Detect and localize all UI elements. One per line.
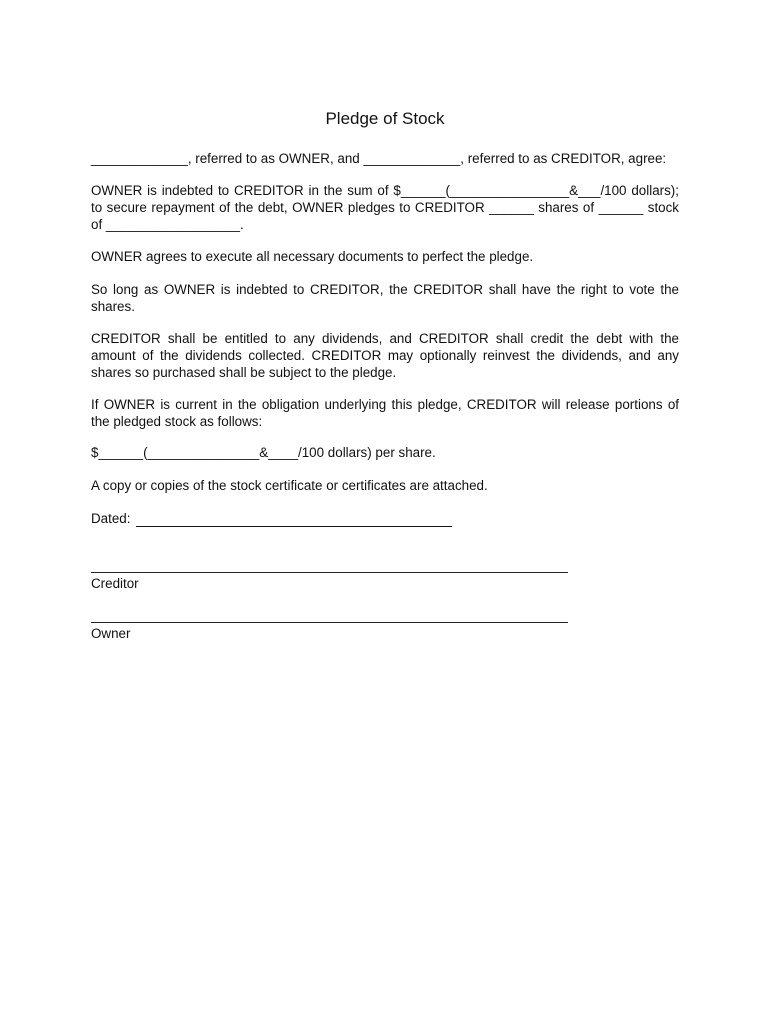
parties-line: _____________, referred to as OWNER, and _____________, referred to as CREDITOR, agree:	[91, 151, 667, 166]
voting-line-1: So long as OWNER is indebted to CREDITOR, the CREDITOR shall have the right to vote the	[91, 282, 679, 297]
certificates-paragraph	[91, 477, 679, 494]
indebtedness-line-1: OWNER is indebted to CREDITOR in the sum of $______(________________&___/100 dollars);	[91, 183, 679, 198]
dated-label: Dated:	[91, 511, 131, 526]
documents-paragraph	[91, 248, 679, 265]
creditor-label: Creditor	[91, 576, 139, 591]
dividends-paragraph	[91, 330, 679, 381]
release-paragraph	[91, 396, 679, 430]
price-paragraph	[91, 444, 679, 461]
certificates-line: A copy or copies of the stock certificate or certificates are attached.	[91, 478, 488, 493]
release-line-1: If OWNER is current in the obligation underlying this pledge, CREDITOR will release portions of	[91, 397, 679, 412]
release-line-2: the pledged stock as follows:	[91, 414, 263, 429]
owner-label: Owner	[91, 626, 131, 641]
creditor-signature-line[interactable]	[91, 572, 568, 573]
indebtedness-line-3: of __________________.	[91, 217, 244, 232]
indebtedness-line-2: to secure repayment of the debt, OWNER pledges to CREDITOR ______ shares of ______ stock	[91, 200, 679, 215]
dated-signature-line[interactable]	[136, 513, 452, 527]
document-title: Pledge of Stock	[325, 109, 445, 128]
voting-paragraph	[91, 281, 679, 315]
parties-paragraph	[91, 150, 679, 167]
dated-field	[91, 510, 452, 527]
owner-signature-line[interactable]	[91, 622, 568, 623]
dividends-line-3: shares so purchased shall be subject to the pledge.	[91, 365, 397, 380]
documents-line: OWNER agrees to execute all necessary documents to perfect the pledge.	[91, 249, 534, 264]
price-line: $______(_______________&____/100 dollars) per share.	[91, 445, 436, 460]
indebtedness-paragraph	[91, 182, 679, 233]
voting-line-2: shares.	[91, 299, 135, 314]
dividends-line-1: CREDITOR shall be entitled to any dividends, and CREDITOR shall credit the debt with the	[91, 331, 679, 346]
dividends-line-2: amount of the dividends collected. CREDITOR may optionally reinvest the dividends, and any	[91, 348, 679, 363]
